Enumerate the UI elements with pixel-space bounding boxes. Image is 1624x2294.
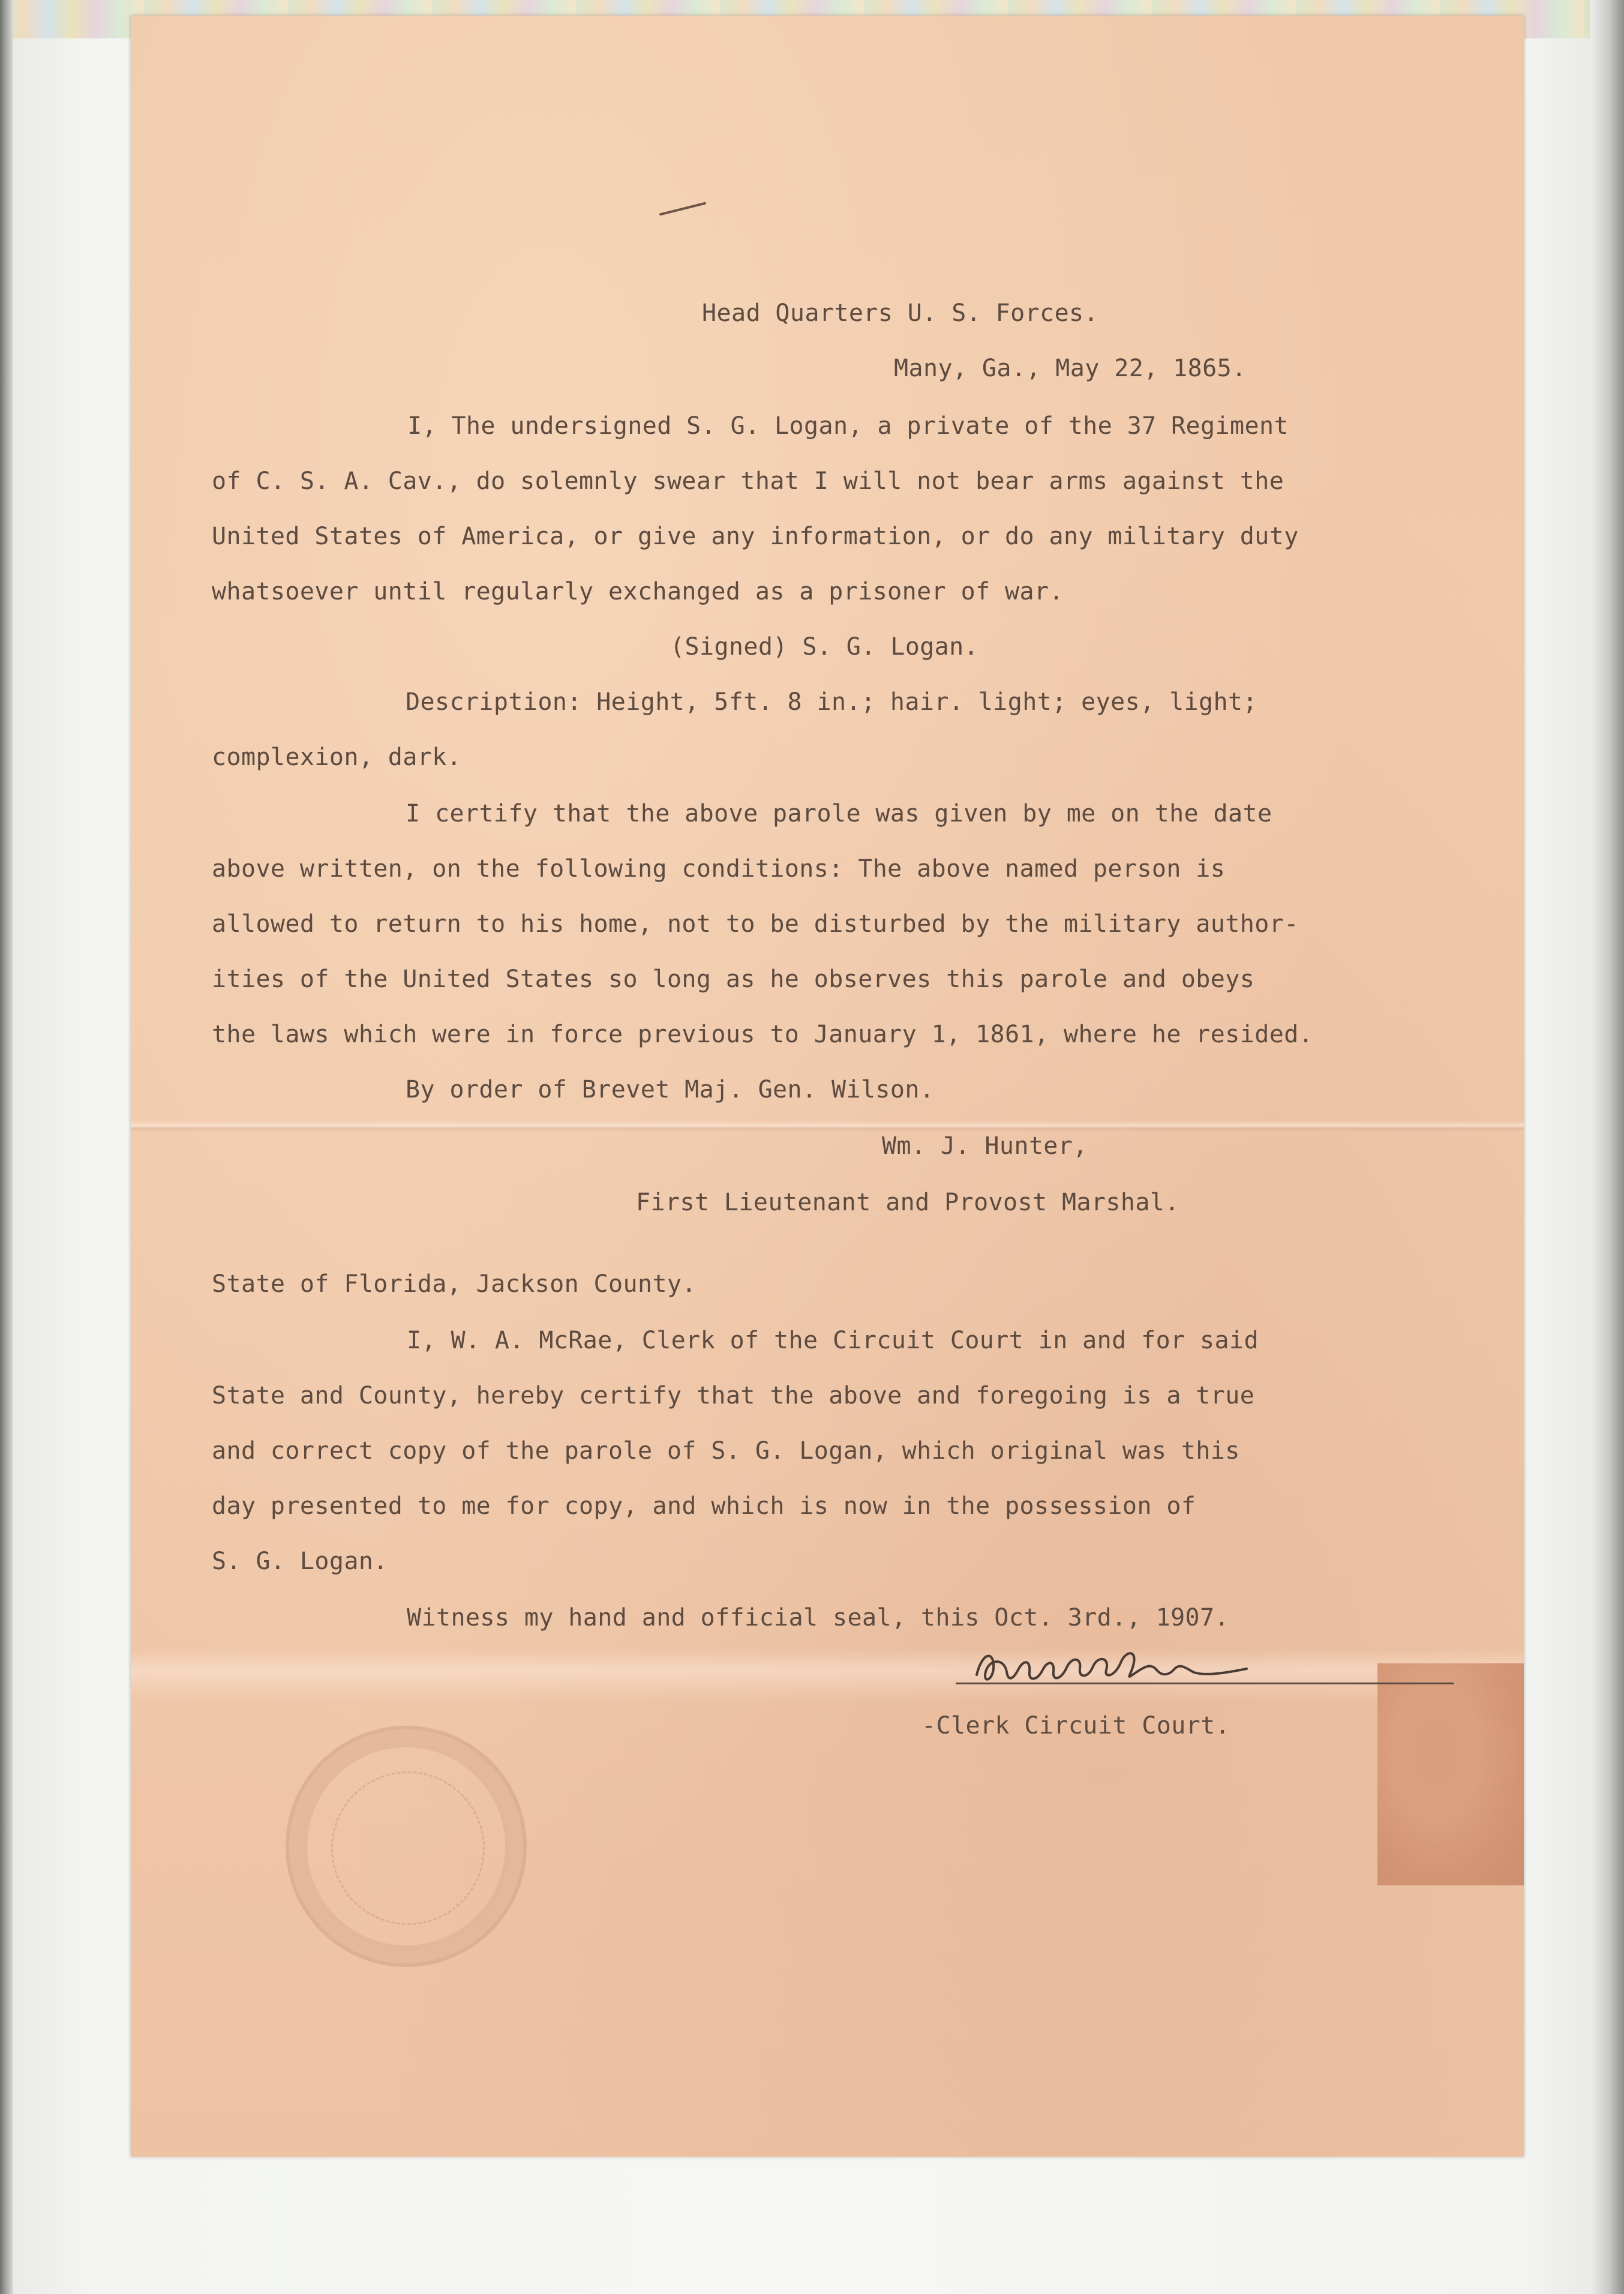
embossed-county-seal <box>286 1726 527 1967</box>
certify-line: ities of the United States so long as he observes this parole and obeys <box>212 965 1255 993</box>
certify-line: above written, on the following conditions: The above named person is <box>212 855 1226 883</box>
document-heading: Head Quarters U. S. Forces. <box>702 299 1099 327</box>
ink-mark <box>659 202 707 215</box>
certify-line: the laws which were in force previous to January 1, 1861, where he resided. <box>212 1021 1314 1048</box>
oath-line: of C. S. A. Cav., do solemnly swear that I will not bear arms against the <box>212 467 1284 495</box>
paper-stain <box>1377 1663 1524 1885</box>
scanner-right-edge <box>1590 0 1624 2294</box>
scanner-left-edge <box>0 0 13 2294</box>
signed-line: (Signed) S. G. Logan. <box>670 633 979 661</box>
seal-inner-ring <box>331 1771 485 1925</box>
parole-document <box>131 16 1524 2157</box>
signature-rule <box>956 1683 1454 1684</box>
clerk-cert-line: day presented to me for copy, and which is now in the possession of <box>212 1492 1196 1520</box>
oath-line: United States of America, or give any information, or do any military duty <box>212 523 1299 550</box>
state-county-line: State of Florida, Jackson County. <box>212 1270 697 1298</box>
witness-line: Witness my hand and official seal, this Oct. 3rd., 1907. <box>407 1604 1229 1632</box>
handwritten-signature <box>971 1639 1331 1693</box>
certify-line: I certify that the above parole was given by me on the date <box>406 800 1272 827</box>
oath-line: I, The undersigned S. G. Logan, a private of the 37 Regiment <box>407 412 1289 440</box>
clerk-cert-line: and correct copy of the parole of S. G. Logan, which original was this <box>212 1437 1240 1465</box>
description-line: complexion, dark. <box>212 743 462 771</box>
by-order-line: By order of Brevet Maj. Gen. Wilson. <box>406 1076 935 1103</box>
certify-line: allowed to return to his home, not to be disturbed by the military author- <box>212 910 1299 938</box>
clerk-cert-line: State and County, hereby certify that the above and foregoing is a true <box>212 1382 1255 1410</box>
clerk-cert-line: I, W. A. McRae, Clerk of the Circuit Court in and for said <box>407 1327 1259 1354</box>
officer-name: Wm. J. Hunter, <box>882 1132 1088 1160</box>
paper-fold-line <box>131 1121 1524 1132</box>
description-line: Description: Height, 5ft. 8 in.; hair. light; eyes, light; <box>406 688 1257 716</box>
dateline: Many, Ga., May 22, 1865. <box>894 355 1247 382</box>
oath-line: whatsoever until regularly exchanged as a prisoner of war. <box>212 578 1064 605</box>
officer-title: First Lieutenant and Provost Marshal. <box>636 1189 1179 1216</box>
clerk-cert-line: S. G. Logan. <box>212 1548 388 1575</box>
clerk-title: -Clerk Circuit Court. <box>921 1712 1230 1740</box>
